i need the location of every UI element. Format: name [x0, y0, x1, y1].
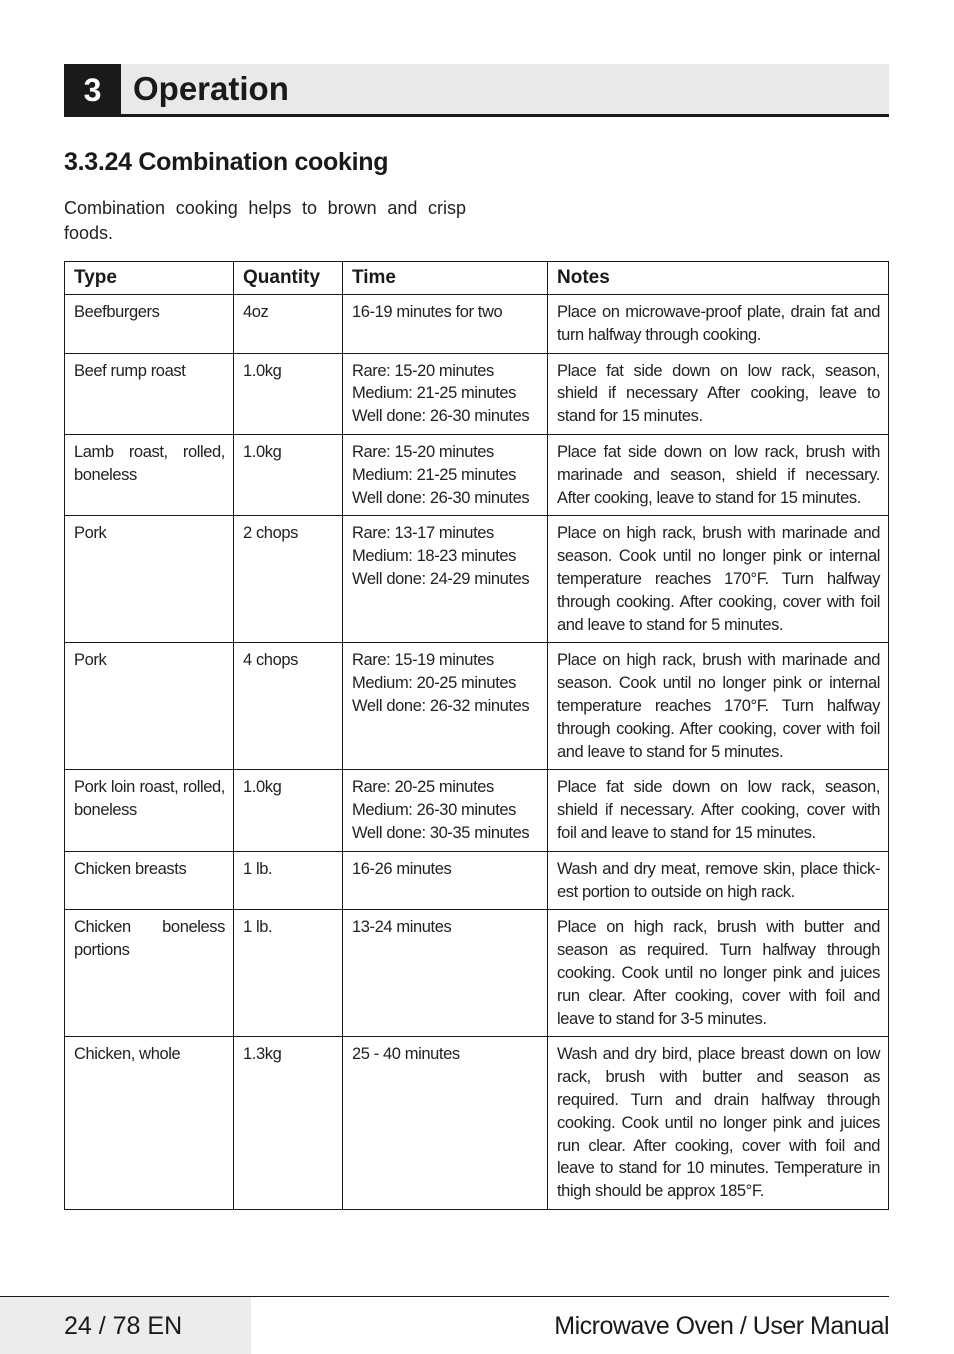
table-row: [65, 910, 889, 1037]
time-line: Well done: 30-35 minutes: [352, 823, 530, 842]
cell-time: [343, 910, 548, 1037]
table-row: [65, 770, 889, 851]
time-line: Medium: 26-30 minutes: [352, 801, 517, 820]
time-line: Rare: 15-19 minutes: [352, 651, 494, 670]
cell-quantity: 2 chops: [234, 516, 343, 643]
cell-time: [343, 434, 548, 515]
table-body: [65, 295, 889, 1210]
cell-notes: Place fat side down on low rack, brush with marinade and season, shield if necessary. After cooking, leave to stand for 15 minutes.: [548, 434, 889, 515]
table-row: [65, 643, 889, 770]
cell-time: [343, 851, 548, 910]
cell-notes: Place on high rack, brush with marinade and season. Cook until no longer pink or internal temperature reaches 170°F. Turn halfway through cooking. After cooking, cover with foil and leave to stand for 5 minutes.: [548, 643, 889, 770]
cell-quantity: 4 chops: [234, 643, 343, 770]
time-line: Rare: 15-20 minutes: [352, 361, 494, 380]
time-line: 25 - 40 minutes: [352, 1045, 460, 1064]
header-quantity: Quantity: [234, 262, 343, 295]
time-line: Well done: 24-29 minutes: [352, 569, 530, 588]
cell-time: [343, 516, 548, 643]
header-notes: Notes: [548, 262, 889, 295]
cell-type: Chicken, whole: [65, 1037, 234, 1210]
cell-quantity: 1.0kg: [234, 434, 343, 515]
table-row: [65, 353, 889, 434]
cell-quantity: 1.0kg: [234, 353, 343, 434]
time-line: Well done: 26-32 minutes: [352, 696, 530, 715]
chapter-header: [64, 64, 889, 117]
cell-time: [343, 770, 548, 851]
cell-type: Pork: [65, 516, 234, 643]
cell-type: Chicken breasts: [65, 851, 234, 910]
combination-cooking-table: [64, 261, 889, 1210]
time-line: Rare: 15-20 minutes: [352, 442, 494, 461]
cell-type: Lamb roast, rolled, boneless: [65, 434, 234, 515]
cell-type: Pork: [65, 643, 234, 770]
cell-notes: Place on high rack, brush with marinade and season. Cook until no longer pink or internal temperature reaches 170°F. Turn halfway through cooking. After cooking, cover with foil and leave to stand for 5 minutes.: [548, 516, 889, 643]
table-row: [65, 295, 889, 354]
time-line: Well done: 26-30 minutes: [352, 488, 530, 507]
cell-quantity: 1 lb.: [234, 851, 343, 910]
table-row: [65, 851, 889, 910]
cell-notes: Wash and dry bird, place breast down on low rack, brush with butter and season as required. Turn and drain halfway through cooking. Cook until no longer pink and juices run clear. After cooking, cover with foil and leave to stand for 10 minutes. Temperature in thigh should be approx 185°F.: [548, 1037, 889, 1210]
time-line: 16-19 minutes for two: [352, 303, 503, 321]
table-header-row: [65, 262, 889, 295]
time-line: 13-24 minutes: [352, 918, 452, 937]
time-line: Medium: 21-25 minutes: [352, 465, 517, 484]
cell-time: [343, 643, 548, 770]
cell-notes: Place on microwave-proof plate, drain fat and turn halfway through cooking.: [548, 295, 889, 354]
section-title: 3.3.24 Combination cooking: [64, 148, 389, 176]
cell-type: Pork loin roast, rolled, boneless: [65, 770, 234, 851]
time-line: Medium: 20-25 minutes: [352, 674, 517, 693]
time-line: 16-26 minutes: [352, 859, 452, 878]
section-intro: Combination cooking helps to brown and crisp foods.: [64, 198, 466, 243]
cell-time: [343, 295, 548, 354]
cell-quantity: 1.0kg: [234, 770, 343, 851]
cell-quantity: 4oz: [234, 295, 343, 354]
cell-time: [343, 353, 548, 434]
chapter-title: Operation: [133, 70, 289, 107]
time-line: Medium: 18-23 minutes: [352, 547, 517, 566]
table-row: [65, 1037, 889, 1210]
table-row: [65, 434, 889, 515]
manual-title: Microwave Oven / User Manual: [554, 1312, 889, 1340]
cell-type: Chicken boneless portions: [65, 910, 234, 1037]
cell-notes: Place fat side down on low rack, season, shield if necessary After cooking, leave to stand for 15 minutes.: [548, 353, 889, 434]
time-line: Rare: 20-25 minutes: [352, 778, 494, 797]
time-line: Rare: 13-17 minutes: [352, 524, 494, 543]
page-number: 24 / 78 EN: [64, 1312, 183, 1340]
cell-quantity: 1.3kg: [234, 1037, 343, 1210]
chapter-number: 3: [64, 64, 121, 117]
cell-type: Beefburgers: [65, 295, 234, 354]
cell-notes: Place fat side down on low rack, season, shield if necessary. After cooking, cover with foil and leave to stand for 15 minutes.: [548, 770, 889, 851]
table-row: [65, 516, 889, 643]
cell-notes: Wash and dry meat, remove skin, place thick- est portion to outside on high rack.: [548, 851, 889, 910]
cell-quantity: 1 lb.: [234, 910, 343, 1037]
cell-type: Beef rump roast: [65, 353, 234, 434]
cell-notes: Place on high rack, brush with butter and season as required. Turn halfway through cooking. Cook until no longer pink and juices run clear. After cooking, cover with foil and leave to stand for 3-5 minutes.: [548, 910, 889, 1037]
time-line: Medium: 21-25 minutes: [352, 384, 517, 403]
cell-time: [343, 1037, 548, 1210]
header-type: Type: [65, 262, 234, 295]
header-time: Time: [343, 262, 548, 295]
time-line: Well done: 26-30 minutes: [352, 407, 530, 426]
